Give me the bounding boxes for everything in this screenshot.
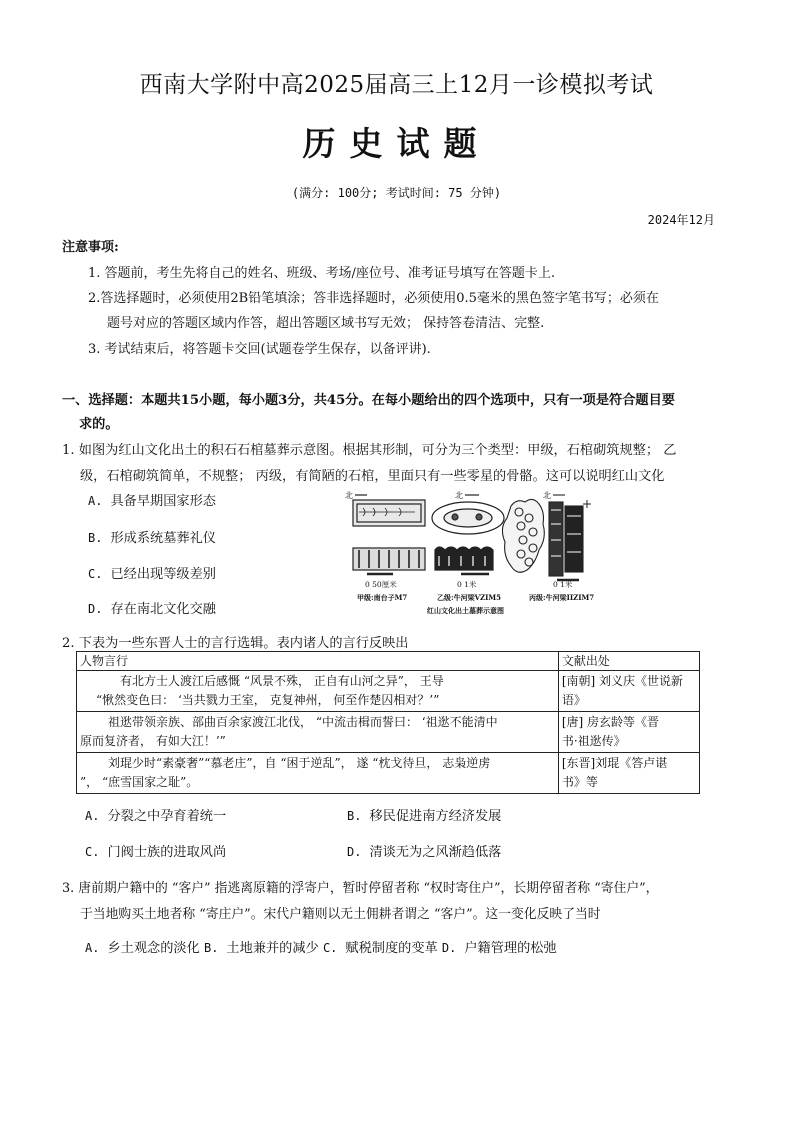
option-text: 已经出现等级差别 [110,567,216,582]
type-label: 丙级:牛河梁IIZIM7 [529,593,595,602]
north-label: 北 [543,491,551,500]
source-line: [南朝] 刘义庆《世说新 [561,674,684,688]
question-1-stem: 1. 如图为红山文化出土的积石石棺墓葬示意图。根据其形制，可分为三个类型：甲级，石棺砌筑规整； 乙 [62,443,677,458]
option-letter: A. [85,809,100,823]
exam-date: 2024年12月 [647,213,715,227]
question-1-stem-cont: 级，石棺砌筑简单，不规整； 丙级，有简陋的石棺，里面只有一些零星的骨骼。这可以说明红山文化 [80,469,665,484]
q2-option-b [347,805,501,824]
quotes-table [76,651,700,794]
table-header-cell: 人物言行 [77,652,559,671]
q2-option-a [85,805,226,824]
table-cell-deed [77,712,559,753]
option-letter: C. [85,845,100,859]
option-letter: B. [347,809,362,823]
subject-title: 历史试题 [302,124,491,163]
type-label: 甲级:南台子M7 [357,593,408,602]
option-text: 分裂之中孕育着统一 [107,809,227,824]
option-text: 形成系统墓葬礼仪 [110,531,216,546]
note-item-2: 2.答选择题时，必须使用2B铅笔填涂；答非选择题时，必须使用0.5毫米的黑色签字笔书写；必须在 [88,291,659,306]
tomb-diagram-bing [502,490,591,580]
q2-option-c [85,841,226,860]
table-row [77,671,700,712]
type-label: 乙级:牛河梁VZIM5 [437,593,502,602]
option-letter: A. [88,494,103,508]
table-cell-source [558,753,699,794]
option-text: 乡土观念的淡化 [107,941,200,956]
note-item-2-cont: 题号对应的答题区域内作答，超出答题区域书写无效； 保持答卷清洁、完整. [107,316,545,331]
q1-option-c [88,563,216,582]
option-letter: C. [88,567,103,581]
option-letter: D. [347,845,362,859]
deed-line: “愀然变色曰： ‘当共戮力王室， 克复神州， 何至作楚囚相对？’” [96,693,440,707]
option-letter: D. [88,602,103,616]
q3-option-d [442,941,557,956]
q2-option-d [347,841,501,860]
table-header-cell: 文献出处 [558,652,699,671]
question-2-stem: 2. 下表为一些东晋人士的言行选辑。表内诸人的言行反映出 [62,636,409,651]
deed-line: 原而复济者， 有如大江！’” [80,734,226,748]
option-letter: B. [88,531,103,545]
tomb-diagram-jia [345,490,425,574]
option-text: 土地兼并的减少 [226,941,319,956]
option-letter: B. [203,941,219,955]
table-cell-source [558,671,699,712]
deed-line: 祖逖带领亲族、部曲百余家渡江北伐， “中流击楫而誓曰： ‘祖逖不能清中 [108,715,498,729]
q3-options-line [85,937,557,956]
q3-option-b [204,941,319,956]
tomb-diagram-yi [432,490,504,574]
q1-option-b [88,527,216,546]
option-text: 存在南北文化交融 [110,602,216,617]
north-label: 北 [455,491,463,500]
tomb-diagram-figure [343,490,613,616]
notes-heading: 注意事项: [62,240,119,255]
scale-label: 0 50厘米 [365,580,397,589]
option-letter: D. [441,941,457,955]
option-text: 清谈无为之风渐趋低落 [369,845,502,860]
section-heading-cont: 求的。 [79,417,119,432]
option-text: 移民促进南方经济发展 [369,809,502,824]
section-heading: 一、选择题：本题共15小题，每小题3分，共45分。在每小题给出的四个选项中，只有一项是符合题目要 [62,393,675,408]
deed-line: 有北方士人渡江后感慨 “风景不殊， 正自有山河之异”， 王导 [120,674,444,688]
option-text: 赋税制度的变革 [345,941,438,956]
source-line: [唐] 房玄龄等《晋 [561,715,660,729]
note-item-1: 1. 答题前，考生先将自己的姓名、班级、考场/座位号、准考证号填写在答题卡上. [88,266,556,281]
option-letter: C. [322,941,338,955]
note-item-3: 3. 考试结束后，将答题卡交回(试题卷学生保存，以备评讲). [88,342,431,357]
option-text: 门阀士族的进取风尚 [107,845,227,860]
table-cell-deed [77,753,559,794]
scale-label: 0 1米 [553,580,573,589]
option-text: 户籍管理的松弛 [464,941,557,956]
exam-info: (满分: 100分; 考试时间: 75 分钟) [291,186,502,200]
scale-label: 0 1米 [457,580,477,589]
figure-caption: 红山文化出土墓葬示意图 [427,606,504,615]
source-line: [东晋]刘琨《答卢谌 [561,756,668,770]
deed-line: 刘琨少时“素豪奢”“慕老庄”，自 “困于逆乱”， 遂 “枕戈待旦， 志枭逆虏 [108,756,491,770]
q1-option-a [88,490,216,509]
q3-option-a [85,941,200,956]
north-label: 北 [345,491,353,500]
table-row [77,712,700,753]
q1-option-d [88,598,216,617]
question-3-stem: 3. 唐前期户籍中的 “客户” 指逃离原籍的浮寄户，暂时停留者称 “权时寄住户”，长期停留者称 “寄住户”， [62,881,659,896]
option-text: 具备早期国家形态 [110,494,216,509]
table-header-row [77,652,700,671]
source-line: 语》 [561,693,586,707]
table-row [77,753,700,794]
source-line: 书》等 [561,775,598,789]
table-cell-deed [77,671,559,712]
option-letter: A. [85,941,100,955]
source-line: 书·祖逖传》 [561,734,626,748]
question-3-stem-cont: 于当地购买土地者称 “寄庄户”。宋代户籍则以无土佣耕者谓之 “客户”。这一变化反映了当时 [80,907,601,922]
q3-option-c [323,941,438,956]
deed-line: ”， “庶雪国家之耻”。 [80,775,199,789]
table-cell-source [558,712,699,753]
school-title: 西南大学附中高2025届高三上12月一诊模拟考试 [139,72,654,98]
